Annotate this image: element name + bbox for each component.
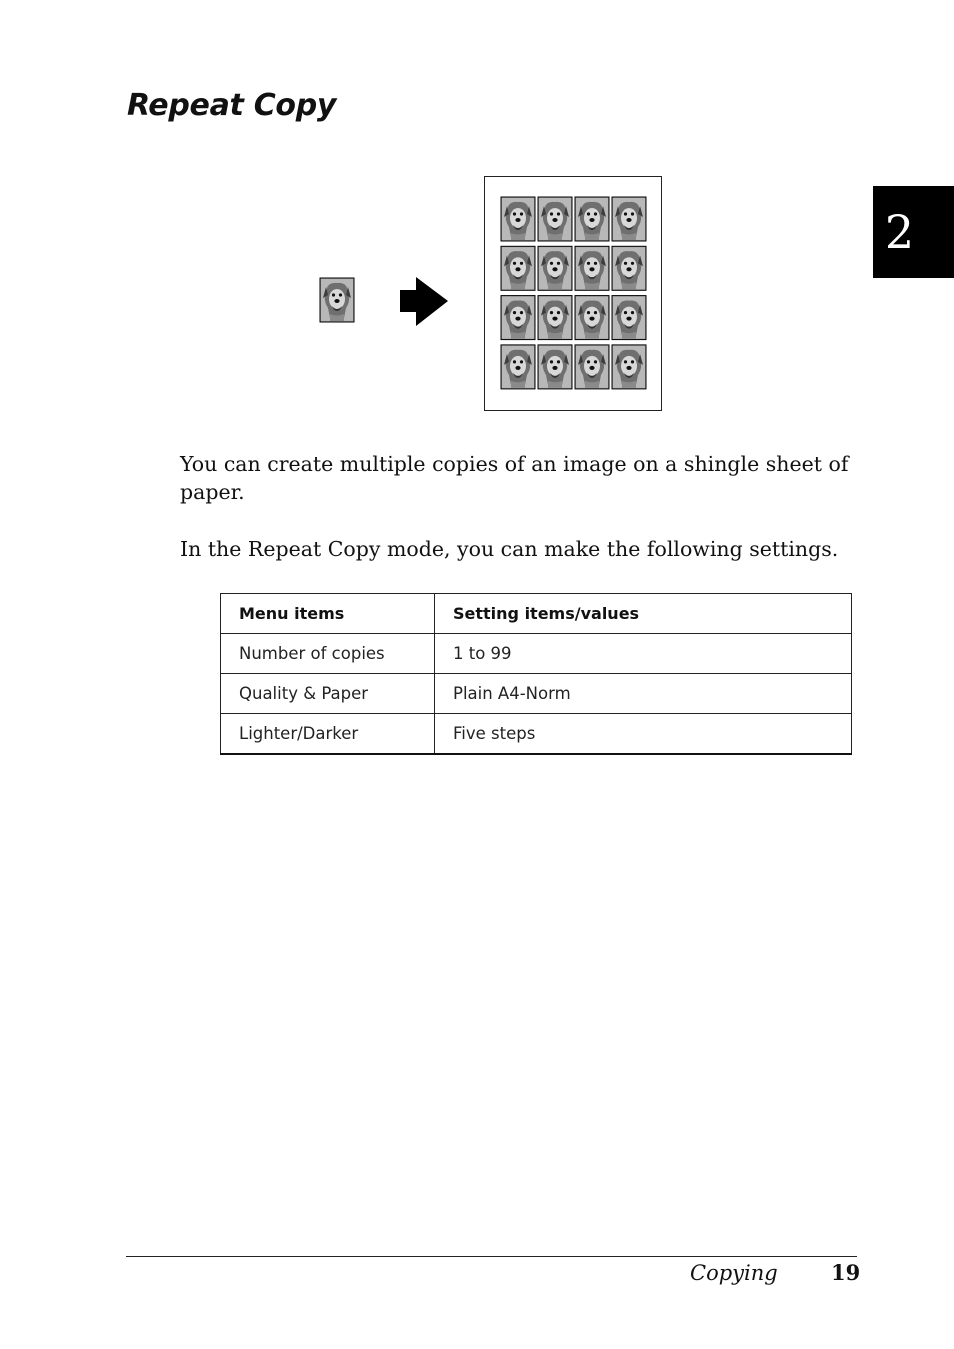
right-arrow-icon — [400, 277, 448, 326]
setting-value-cell: 1 to 99 — [435, 634, 852, 674]
output-sheet — [485, 177, 662, 411]
description-paragraph: You can create multiple copies of an image on a shingle sheet of paper. — [180, 452, 849, 504]
menu-item-cell: Number of copies — [221, 634, 435, 674]
settings-intro-paragraph: In the Repeat Copy mode, you can make the following settings. — [180, 537, 839, 561]
table-header-row — [221, 594, 852, 634]
dog-photo-copy — [501, 246, 535, 290]
setting-value-cell: Plain A4-Norm — [435, 674, 852, 714]
chapter-tab: 2 — [873, 186, 954, 278]
dog-photo-copy — [575, 296, 609, 340]
dog-photo-copy — [538, 345, 572, 389]
dog-photo-copy — [501, 197, 535, 241]
setting-value-cell: Five steps — [435, 714, 852, 754]
settings-table — [220, 593, 852, 755]
dog-photo-copy — [575, 197, 609, 241]
dog-photo-copy — [538, 197, 572, 241]
dog-photo-copy — [575, 345, 609, 389]
dog-photo-copy — [501, 296, 535, 340]
table-row — [221, 714, 852, 754]
dog-photo-copy — [538, 246, 572, 290]
header-setting-values: Setting items/values — [435, 594, 852, 634]
footer-page-number: 19 — [831, 1260, 861, 1285]
footer-section-name: Copying — [690, 1261, 778, 1285]
table-row — [221, 674, 852, 714]
menu-item-cell: Lighter/Darker — [221, 714, 435, 754]
footer-rule — [126, 1256, 857, 1257]
repeat-copy-illustration — [0, 0, 954, 440]
header-menu-items: Menu items — [221, 594, 435, 634]
table-row — [221, 634, 852, 674]
page-title: Repeat Copy — [127, 88, 337, 123]
menu-item-cell: Quality & Paper — [221, 674, 435, 714]
dog-photo-copy — [501, 345, 535, 389]
dog-photo-copy — [575, 246, 609, 290]
dog-photo-copy — [612, 197, 646, 241]
dog-photo-grid — [501, 197, 646, 389]
dog-photo-copy — [612, 345, 646, 389]
dog-photo-copy — [612, 246, 646, 290]
dog-photo-copy — [612, 296, 646, 340]
dog-photo-copy — [538, 296, 572, 340]
source-dog-photo-icon — [320, 278, 354, 322]
